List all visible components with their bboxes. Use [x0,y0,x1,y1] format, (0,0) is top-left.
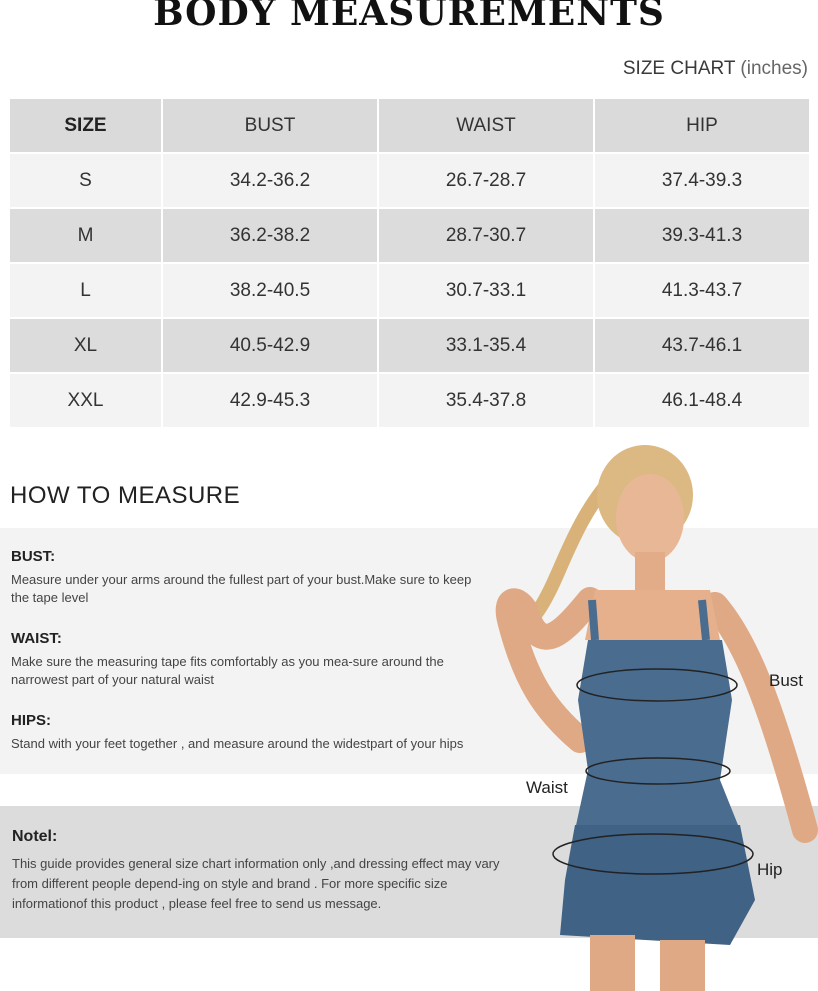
leg-right [660,940,705,991]
bust-instruction-text: Measure under your arms around the fullest part of your bust.Make sure to keep the tape level [11,572,472,605]
header-waist: WAIST [379,99,593,152]
note-label: Notel: [12,828,58,845]
table-row [10,209,809,262]
hip-cell: 43.7-46.1 [595,319,809,372]
how-to-measure-title: HOW TO MEASURE [10,482,241,509]
waist-instruction-text: Make sure the measuring tape fits comfortably as you mea-sure around the narrowest part of your natural waist [11,654,444,687]
hip-cell: 37.4-39.3 [595,154,809,207]
waist-cell: 28.7-30.7 [379,209,593,262]
header-hip: HIP [595,99,809,152]
page-title: BODY MEASUREMENTS [153,0,665,34]
size-cell: XXL [10,374,161,427]
hip-label: Hip [757,860,783,879]
bust-cell: 38.2-40.5 [163,264,377,317]
bust-label: Bust [769,671,804,690]
table-row [10,319,809,372]
bust-cell: 40.5-42.9 [163,319,377,372]
bust-instruction-label: BUST: [11,548,56,565]
bust-cell: 34.2-36.2 [163,154,377,207]
strap-right [702,600,706,640]
table-row [10,154,809,207]
hip-cell: 39.3-41.3 [595,209,809,262]
size-cell: XL [10,319,161,372]
left-arm-shape [509,600,590,740]
table-row [10,374,809,427]
hip-cell: 41.3-43.7 [595,264,809,317]
size-cell: L [10,264,161,317]
waist-label: Waist [526,778,568,797]
size-chart-table [8,97,811,429]
header-size: SIZE [10,99,161,152]
size-chart-label: SIZE CHART [622,58,736,79]
hips-instruction-text: Stand with your feet together , and measure around the widestpart of your hips [11,736,464,751]
size-cell: M [10,209,161,262]
size-cell: S [10,154,161,207]
strap-left [592,600,595,640]
waist-cell: 30.7-33.1 [379,264,593,317]
waist-cell: 35.4-37.8 [379,374,593,427]
header-bust: BUST [163,99,377,152]
skirt-shape [560,825,755,945]
model-figure [470,440,818,991]
table-row [10,264,809,317]
face-shape [616,474,684,562]
leg-left [590,935,635,991]
bust-instruction [11,548,491,607]
note-text: This guide provides general size chart information only ,and dressing effect may vary from different people depend-ing on style and brand . For more specific size informationof this product , please feel free to send us message. [12,856,500,911]
waist-cell: 26.7-28.7 [379,154,593,207]
waist-instruction-label: WAIST: [11,630,62,647]
hips-instruction [11,712,491,753]
neck-shape [635,552,665,592]
unit-label: (inches) [740,58,808,79]
bust-cell: 36.2-38.2 [163,209,377,262]
hip-cell: 46.1-48.4 [595,374,809,427]
size-chart-subtitle [623,58,808,80]
table-header-row [10,99,809,152]
bust-cell: 42.9-45.3 [163,374,377,427]
waist-instruction [11,630,491,689]
hips-instruction-label: HIPS: [11,712,52,729]
waist-cell: 33.1-35.4 [379,319,593,372]
